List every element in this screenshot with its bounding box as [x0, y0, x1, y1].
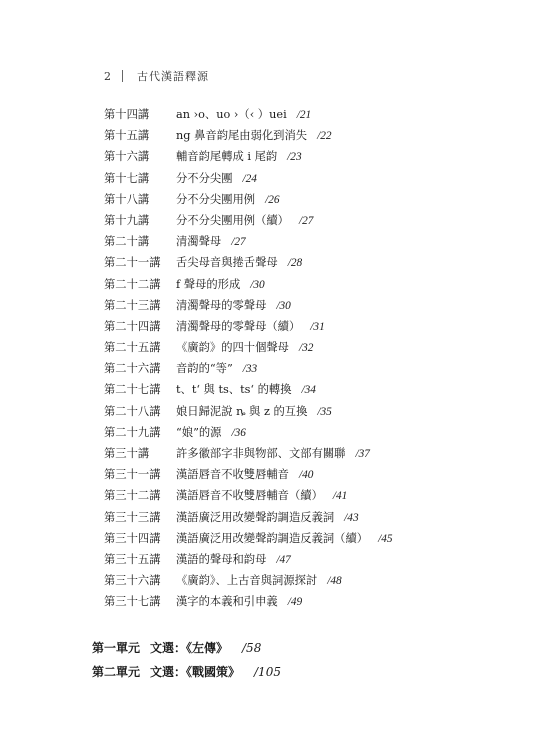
lesson-title — [176, 485, 347, 507]
lesson-page-ref: /32 — [298, 342, 314, 355]
lesson-title-text: f 聲母的形成 — [176, 277, 241, 291]
lesson-title — [176, 231, 246, 253]
lesson-title-text: t、tʻ 與 ts、tsʻ 的轉換 — [176, 383, 292, 397]
lesson-number: 第十九講 — [104, 213, 150, 227]
lesson-number: 第二十二講 — [104, 277, 161, 291]
lesson-number: 第三十六講 — [104, 574, 161, 588]
lesson-page-ref: /41 — [332, 490, 348, 503]
lesson-number: 第十五講 — [104, 129, 150, 143]
lesson-title-text: 漢字的本義和引申義 — [176, 595, 278, 609]
lesson-title — [176, 125, 332, 147]
book-title: 古代漢語釋源 — [137, 70, 209, 83]
lesson-number: 第二十講 — [104, 235, 150, 249]
lesson-number: 第二十四講 — [104, 319, 161, 333]
lesson-title-text: 漢語唇音不收雙唇輔音 — [176, 468, 289, 482]
unit-title-text: 文選：《左傳》 — [150, 641, 229, 655]
lesson-title-text: 分不分尖團用例 — [176, 192, 256, 206]
unit-number: 第一單元 — [92, 641, 141, 655]
lesson-page-ref: /48 — [327, 575, 342, 588]
lesson-page-ref: /23 — [287, 151, 302, 164]
lesson-title — [176, 274, 265, 296]
lesson-page-ref: /37 — [355, 448, 370, 460]
lesson-title — [176, 422, 246, 444]
lesson-title — [176, 337, 313, 359]
lesson-title-text: 清濁聲母的零聲母（續） — [176, 319, 301, 333]
lesson-number: 第二十七講 — [104, 383, 161, 397]
lesson-number: 第十七講 — [104, 171, 150, 185]
lesson-page-ref: /49 — [287, 596, 303, 609]
lesson-page-ref: /22 — [317, 130, 332, 143]
unit-title-text: 文選：《戰國策》 — [150, 665, 241, 679]
lesson-title-text: 分不分尖團 — [176, 171, 233, 185]
lesson-title-text: 《廣韵》的四十個聲母 — [176, 341, 289, 355]
unit-title — [150, 636, 261, 660]
unit-page-ref: /58 — [242, 641, 262, 655]
lesson-page-ref: /26 — [265, 193, 280, 206]
page-number: 2 — [104, 69, 111, 83]
lesson-number: 第二十八講 — [104, 404, 161, 418]
lesson-title-text: 分不分尖團用例（續） — [176, 213, 289, 227]
lesson-number: 第三十四講 — [104, 531, 161, 545]
lesson-page-ref: /27 — [231, 236, 246, 249]
unit-number: 第二單元 — [92, 665, 141, 679]
lesson-title-text: 許多徽部字非與物部、文部有關聯 — [176, 447, 346, 460]
lesson-page-ref: /40 — [298, 469, 314, 482]
lesson-title-text: 漢語的聲母和韵母 — [176, 552, 267, 566]
lesson-title-text: 舌尖母音與捲舌聲母 — [176, 256, 278, 270]
lesson-page-ref: /31 — [310, 320, 325, 333]
lesson-page-ref: /34 — [301, 384, 316, 397]
unit-title — [150, 660, 281, 684]
lesson-title-text: 漢語廣泛用改變聲韵調造反義詞（續） — [176, 531, 369, 545]
lesson-title-text: 漢語廣泛用改變聲韵調造反義詞 — [176, 510, 335, 524]
lesson-title-text: “娘”的源 — [176, 425, 222, 439]
lesson-title — [176, 252, 302, 274]
lesson-number: 第三十一講 — [104, 468, 161, 482]
lesson-number: 第三十二講 — [104, 489, 161, 503]
running-header — [104, 68, 209, 84]
lesson-title-text: ng 鼻音韵尾由弱化到消失 — [176, 129, 308, 143]
lesson-page-ref: /36 — [231, 426, 246, 439]
lesson-number: 第十六講 — [104, 150, 150, 164]
lesson-page-ref: /47 — [276, 553, 291, 566]
lesson-page-ref: /30 — [276, 299, 291, 312]
lesson-title-text: 《廣韵》、上古音與詞源探討 — [176, 574, 318, 588]
lesson-title — [176, 104, 311, 126]
lesson-title — [176, 591, 302, 613]
lesson-number: 第三十七講 — [104, 595, 161, 609]
lesson-title — [176, 295, 291, 317]
lesson-number: 第三十三講 — [104, 510, 161, 524]
lesson-number: 第二十五講 — [104, 341, 161, 355]
lesson-title — [176, 146, 302, 168]
lesson-number: 第十四講 — [104, 108, 150, 121]
lesson-title-text: 漢語唇音不收雙唇輔音（續） — [176, 489, 323, 503]
lesson-title — [176, 316, 325, 338]
lesson-page-ref: /43 — [344, 511, 359, 524]
lesson-title — [176, 464, 313, 486]
header-divider — [122, 70, 123, 82]
lesson-number: 第二十九講 — [104, 425, 161, 439]
lesson-page-ref: /28 — [287, 257, 303, 270]
lesson-title — [176, 379, 316, 401]
lesson-page-ref: /33 — [242, 363, 258, 376]
lesson-title — [176, 401, 332, 423]
lesson-number: 第二十一講 — [104, 256, 161, 270]
lesson-title — [176, 570, 342, 592]
lesson-title — [176, 210, 313, 232]
lesson-title-text: 音韵的“等” — [176, 362, 233, 376]
lesson-page-ref: /35 — [317, 405, 332, 418]
lesson-title-text: 清濁聲母的零聲母 — [176, 298, 267, 312]
lesson-title-text: 清濁聲母 — [176, 235, 222, 249]
lesson-number: 第十八講 — [104, 192, 150, 206]
lesson-title-text: 娘日歸泥說 ȵ 與 z 的互換 — [176, 404, 308, 418]
lesson-number: 第二十六講 — [104, 362, 161, 376]
lesson-number: 第三十講 — [104, 447, 150, 460]
lesson-title — [176, 549, 291, 571]
lesson-title-text: an ›o、uo ›（‹ ）uei — [176, 108, 287, 121]
lesson-page-ref: /21 — [296, 109, 312, 121]
lesson-page-ref: /45 — [378, 532, 393, 545]
lesson-page-ref: /27 — [298, 214, 314, 227]
lesson-number: 第二十三講 — [104, 298, 161, 312]
lesson-page-ref: /30 — [250, 278, 265, 291]
lesson-title — [176, 507, 359, 529]
lesson-title — [176, 189, 280, 211]
lesson-title — [176, 443, 370, 465]
lesson-page-ref: /24 — [242, 172, 257, 185]
lesson-title — [176, 358, 257, 380]
lesson-number: 第三十五講 — [104, 552, 161, 566]
lesson-title-text: 輔音韵尾轉成 i 尾韵 — [176, 150, 278, 164]
lesson-title — [176, 168, 257, 190]
unit-page-ref: /105 — [254, 665, 281, 679]
lesson-title — [176, 528, 393, 550]
